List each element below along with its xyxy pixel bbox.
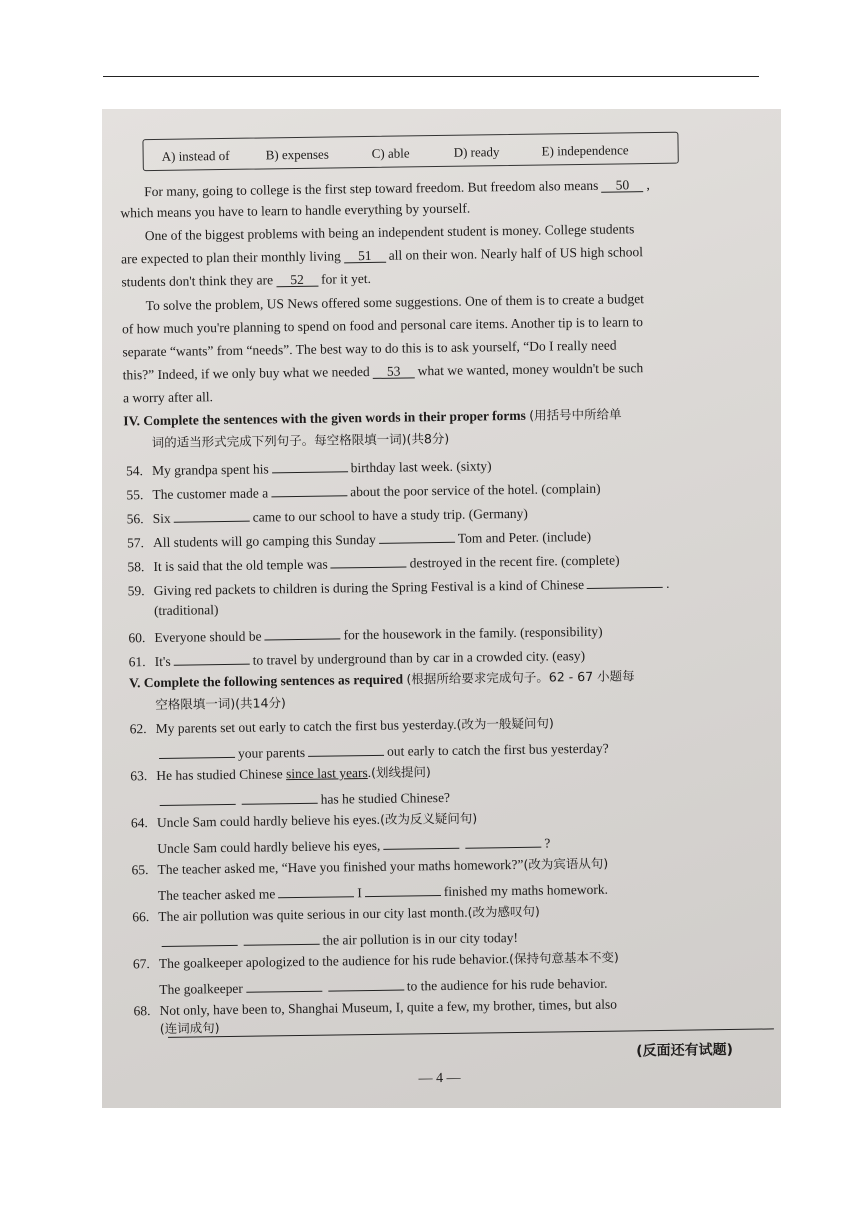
question-text: Uncle Sam could hardly believe his eyes, xyxy=(157,837,381,856)
question-text: It is said that the old temple was xyxy=(153,556,328,575)
question-text: I xyxy=(357,885,362,901)
answer-blank[interactable] xyxy=(271,480,347,497)
question-instruction: (保持句意基本不变) xyxy=(508,949,619,967)
passage-line xyxy=(144,176,650,201)
question-63 xyxy=(130,763,431,785)
answer-blank[interactable] xyxy=(331,551,407,568)
answer-blank[interactable] xyxy=(587,572,663,589)
question-67 xyxy=(133,949,619,974)
question-65 xyxy=(132,855,609,880)
passage-line: a worry after all. xyxy=(122,389,214,406)
question-number: 62. xyxy=(129,721,147,737)
question-number: 56. xyxy=(126,511,144,527)
question-text: Giving red packets to children is during the Spring Festival is a kind of Chinese xyxy=(153,577,585,599)
question-text: came to our school to have a study trip. (Germany) xyxy=(252,505,528,525)
answer-blank[interactable] xyxy=(160,789,236,806)
question-number: 67. xyxy=(132,956,150,972)
answer-blank[interactable] xyxy=(243,929,319,946)
question-54 xyxy=(126,454,492,480)
question-number: 68. xyxy=(133,1003,151,1019)
answer-blank[interactable] xyxy=(328,975,404,992)
passage-text: for it yet. xyxy=(320,270,372,287)
option-e: E) independence xyxy=(541,142,629,159)
question-number: 57. xyxy=(126,535,145,551)
question-text: birthday last week. (sixty) xyxy=(350,458,492,476)
question-text: to travel by underground than by car in a crowded city. (easy) xyxy=(252,648,586,668)
question-instruction: (改为感叹句) xyxy=(467,903,540,920)
question-instruction: (改为一般疑问句) xyxy=(456,715,554,732)
question-60 xyxy=(128,620,602,648)
question-text: has he studied Chinese? xyxy=(320,789,451,807)
question-text: Six xyxy=(152,510,171,527)
answer-blank[interactable] xyxy=(246,976,322,993)
question-text: for the housework in the family. (responsibility) xyxy=(343,623,603,643)
question-number: 58. xyxy=(127,559,145,575)
answer-blank[interactable] xyxy=(379,527,455,544)
question-68-answer-line[interactable] xyxy=(168,1028,774,1037)
passage-line xyxy=(121,270,371,291)
passage-line xyxy=(121,243,643,268)
question-number: 61. xyxy=(128,654,146,670)
question-59-hint: (traditional) xyxy=(153,602,219,619)
section-4-instructions: (用括号中所给单 xyxy=(529,406,622,423)
question-text: The customer made a xyxy=(152,485,269,503)
question-64 xyxy=(131,810,478,833)
question-62 xyxy=(130,714,554,738)
question-text: The teacher asked me, “Have you finished your maths homework?” xyxy=(157,856,524,877)
page-top-rule xyxy=(103,76,759,77)
passage-text: what we wanted, money wouldn't be such xyxy=(417,360,644,379)
word-options-box xyxy=(142,132,678,171)
passage-line: of how much you're planning to spend on food and personal care items. Another tip is to learn to xyxy=(121,314,644,337)
answer-blank[interactable] xyxy=(465,832,541,849)
question-64-answer xyxy=(157,832,550,858)
question-text: The air pollution was quite serious in our city last month. xyxy=(158,904,468,924)
underlined-phrase: since last years xyxy=(285,765,368,782)
option-d: D) ready xyxy=(453,144,500,160)
question-text: destroyed in the recent fire. (complete) xyxy=(409,552,620,571)
question-instruction: (划线提问) xyxy=(371,764,431,780)
section-5-heading xyxy=(129,667,635,692)
question-text: Everyone should be xyxy=(154,628,262,646)
answer-blank[interactable] xyxy=(174,506,250,523)
passage-line: One of the biggest problems with being an independent student is money. College students xyxy=(144,221,635,244)
answer-blank[interactable] xyxy=(159,742,235,759)
question-instruction: (改为宾语从句) xyxy=(523,855,609,872)
question-57 xyxy=(127,525,591,552)
page-number: — 4 — xyxy=(418,1070,461,1087)
question-number: 60. xyxy=(128,630,146,646)
question-text: Uncle Sam could hardly believe his eyes. xyxy=(156,811,381,830)
question-text: . xyxy=(666,575,670,591)
answer-blank[interactable] xyxy=(264,623,340,640)
question-number: 64. xyxy=(130,815,148,831)
question-text: your parents xyxy=(237,744,306,761)
question-text: The teacher asked me xyxy=(157,886,276,903)
answer-blank[interactable] xyxy=(383,833,459,850)
question-56 xyxy=(127,502,528,529)
section-5-title: V. Complete the following sentences as required xyxy=(128,671,404,691)
passage-text: all on their won. Nearly half of US high school xyxy=(388,244,644,263)
option-b: B) expenses xyxy=(265,146,329,163)
answer-blank[interactable] xyxy=(365,880,441,897)
answer-blank[interactable] xyxy=(241,788,317,805)
question-text: All students will go camping this Sunday xyxy=(152,531,376,551)
question-text: the air pollution is in our city today! xyxy=(322,929,519,948)
question-text: . xyxy=(367,764,372,781)
section-4-instructions-cont: 词的适当形式完成下列句子。每空格限填一词)(共8分) xyxy=(151,430,450,451)
answer-blank[interactable] xyxy=(173,649,249,666)
section-4-title: IV. Complete the sentences with the given words in their proper forms xyxy=(123,407,526,429)
question-68 xyxy=(133,996,617,1021)
exam-photo xyxy=(102,109,781,1108)
question-text: ? xyxy=(544,835,551,851)
question-number: 54. xyxy=(125,463,144,479)
section-5-instructions: (根据所给要求完成句子。62 - 67 小题每 xyxy=(406,668,635,687)
exam-sheet xyxy=(102,109,781,1108)
option-a: A) instead of xyxy=(161,147,230,164)
blank-52: 52 xyxy=(276,271,318,288)
question-61 xyxy=(129,644,586,671)
question-text: to the audience for his rude behavior. xyxy=(406,975,608,994)
blank-53: 53 xyxy=(373,362,415,379)
answer-blank[interactable] xyxy=(161,930,237,947)
question-number: 63. xyxy=(130,768,148,784)
option-c: C) able xyxy=(371,145,410,161)
question-text: out early to catch the first bus yesterday? xyxy=(386,740,609,759)
question-55 xyxy=(126,477,600,505)
blank-50: 50 xyxy=(601,176,643,193)
question-65-answer xyxy=(158,878,608,905)
question-66 xyxy=(132,903,540,927)
question-text: He has studied Chinese xyxy=(156,766,283,783)
question-text: The goalkeeper apologized to the audience for his rude behavior. xyxy=(158,951,510,971)
passage-line: separate “wants” from “needs”. The best way to do this is to ask yourself, “Do I really need xyxy=(122,337,617,360)
question-text: My parents set out early to catch the first bus yesterday. xyxy=(155,716,457,737)
passage-text: For many, going to college is the first step toward freedom. But freedom also means xyxy=(144,177,599,200)
question-text: about the poor service of the hotel. (complain) xyxy=(350,480,601,500)
passage-line: which means you have to learn to handle everything by yourself. xyxy=(120,200,471,221)
passage-text: this?” Indeed, if we only buy what we needed xyxy=(122,363,370,383)
blank-51: 51 xyxy=(344,247,386,264)
question-text: The goalkeeper xyxy=(159,980,243,997)
question-66-answer xyxy=(158,926,518,952)
question-text: It's xyxy=(154,653,171,670)
passage-line xyxy=(123,359,644,384)
question-text: finished my maths homework. xyxy=(443,881,609,899)
question-text: My grandpa spent his xyxy=(151,461,269,479)
question-number: 55. xyxy=(126,487,144,503)
question-63-answer xyxy=(157,786,451,811)
question-62-answer xyxy=(156,737,609,764)
question-59 xyxy=(128,572,670,601)
question-number: 65. xyxy=(131,862,149,878)
passage-text: are expected to plan their monthly living xyxy=(120,248,341,267)
section-4-heading xyxy=(123,405,621,430)
answer-blank[interactable] xyxy=(271,456,347,473)
question-58 xyxy=(127,549,619,577)
section-5-instructions-cont: 空格限填一词)(共14分) xyxy=(155,695,286,713)
passage-text: , xyxy=(646,177,650,193)
answer-blank[interactable] xyxy=(308,740,384,757)
passage-text: students don't think they are xyxy=(121,272,274,290)
passage-line: To solve the problem, US News offered some suggestions. One of them is to create a budget xyxy=(145,291,645,314)
answer-blank[interactable] xyxy=(278,881,354,898)
question-68-instruction: (连词成句) xyxy=(159,1020,220,1036)
question-text: Tom and Peter. (include) xyxy=(457,528,592,546)
question-67-answer xyxy=(159,972,607,999)
continue-on-back-note: (反面还有试题) xyxy=(636,1041,734,1060)
question-text: Not only, have been to, Shanghai Museum, I, quite a few, my brother, times, but also xyxy=(159,996,618,1018)
question-number: 59. xyxy=(127,583,145,599)
question-number: 66. xyxy=(132,909,150,925)
question-instruction: (改为反义疑问句) xyxy=(379,810,478,827)
